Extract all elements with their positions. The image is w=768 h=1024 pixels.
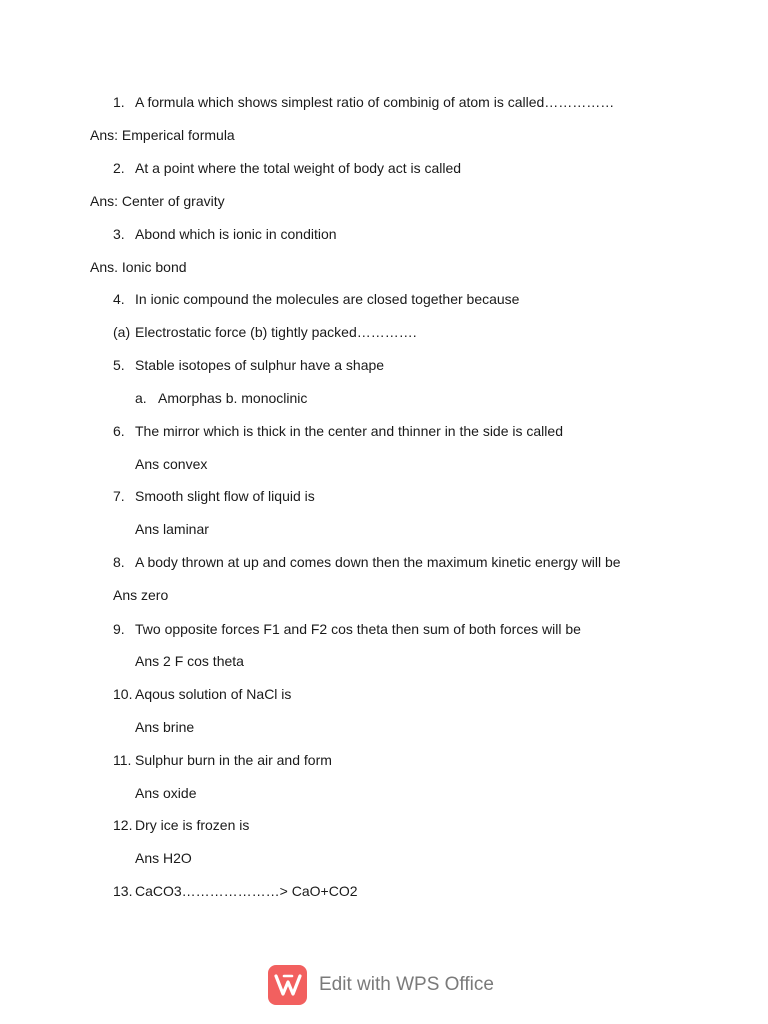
- answer-12: Ans H2O: [135, 850, 192, 866]
- question-number: 2.: [113, 160, 125, 176]
- question-text: Dry ice is frozen is: [135, 817, 250, 833]
- question-number: 8.: [113, 554, 125, 570]
- question-number: 4.: [113, 291, 125, 307]
- question-2: [113, 159, 461, 177]
- question-number: 1.: [113, 94, 125, 110]
- question-8: [113, 553, 621, 571]
- question-9: [113, 620, 581, 638]
- question-text: Sulphur burn in the air and form: [135, 752, 332, 768]
- question-text: A body thrown at up and comes down then the maximum kinetic energy will be: [135, 554, 621, 570]
- question-7: [113, 487, 315, 505]
- answer-text: Amorphas b. monoclinic: [158, 390, 308, 406]
- question-1: [113, 93, 614, 111]
- answer-6: Ans convex: [135, 456, 208, 472]
- question-number: 11.: [113, 752, 132, 768]
- answer-11: Ans oxide: [135, 785, 197, 801]
- question-11: [113, 751, 332, 769]
- option-label: a.: [135, 390, 147, 406]
- question-number: 3.: [113, 226, 125, 242]
- question-10: [113, 685, 291, 703]
- answer-5: [135, 389, 307, 407]
- answer-7: Ans laminar: [135, 521, 209, 537]
- answer-text: Electrostatic force (b) tightly packed………….: [135, 324, 417, 340]
- question-number: 12.: [113, 817, 133, 833]
- question-number: 13.: [113, 883, 133, 899]
- option-label: (a): [113, 324, 131, 340]
- question-3: [113, 225, 337, 243]
- question-number: 5.: [113, 357, 125, 373]
- question-text: At a point where the total weight of body act is called: [135, 160, 462, 176]
- question-number: 6.: [113, 423, 125, 439]
- question-text: In ionic compound the molecules are closed together because: [135, 291, 520, 307]
- question-4: [113, 290, 519, 308]
- question-text: Aqous solution of NaCl is: [135, 686, 292, 702]
- wps-edit-label: Edit with WPS Office: [319, 974, 494, 995]
- question-number: 9.: [113, 621, 125, 637]
- question-6: [113, 422, 563, 440]
- answer-4: [113, 323, 417, 341]
- answer-3: Ans. Ionic bond: [90, 259, 187, 275]
- question-13: [113, 882, 358, 900]
- question-number: 7.: [113, 488, 125, 504]
- answer-2: Ans: Center of gravity: [90, 193, 225, 209]
- question-text: The mirror which is thick in the center and thinner in the side is called: [135, 423, 563, 439]
- answer-10: Ans brine: [135, 719, 195, 735]
- question-text: Stable isotopes of sulphur have a shape: [135, 357, 385, 373]
- answer-9: Ans 2 F cos theta: [135, 653, 244, 669]
- question-text: Abond which is ionic in condition: [135, 226, 337, 242]
- question-text: Two opposite forces F1 and F2 cos theta then sum of both forces will be: [135, 621, 581, 637]
- wps-logo-icon: [268, 965, 307, 1005]
- question-number: 10.: [113, 686, 133, 702]
- answer-1: Ans: Emperical formula: [90, 127, 235, 143]
- question-12: [113, 816, 249, 834]
- edit-with-wps-button[interactable]: [268, 964, 494, 1006]
- question-text: CaCO3…………………> CaO+CO2: [135, 883, 358, 899]
- question-text: A formula which shows simplest ratio of combinig of atom is called……………: [135, 94, 615, 110]
- question-5: [113, 356, 384, 374]
- answer-8: Ans zero: [113, 587, 169, 603]
- question-text: Smooth slight flow of liquid is: [135, 488, 315, 504]
